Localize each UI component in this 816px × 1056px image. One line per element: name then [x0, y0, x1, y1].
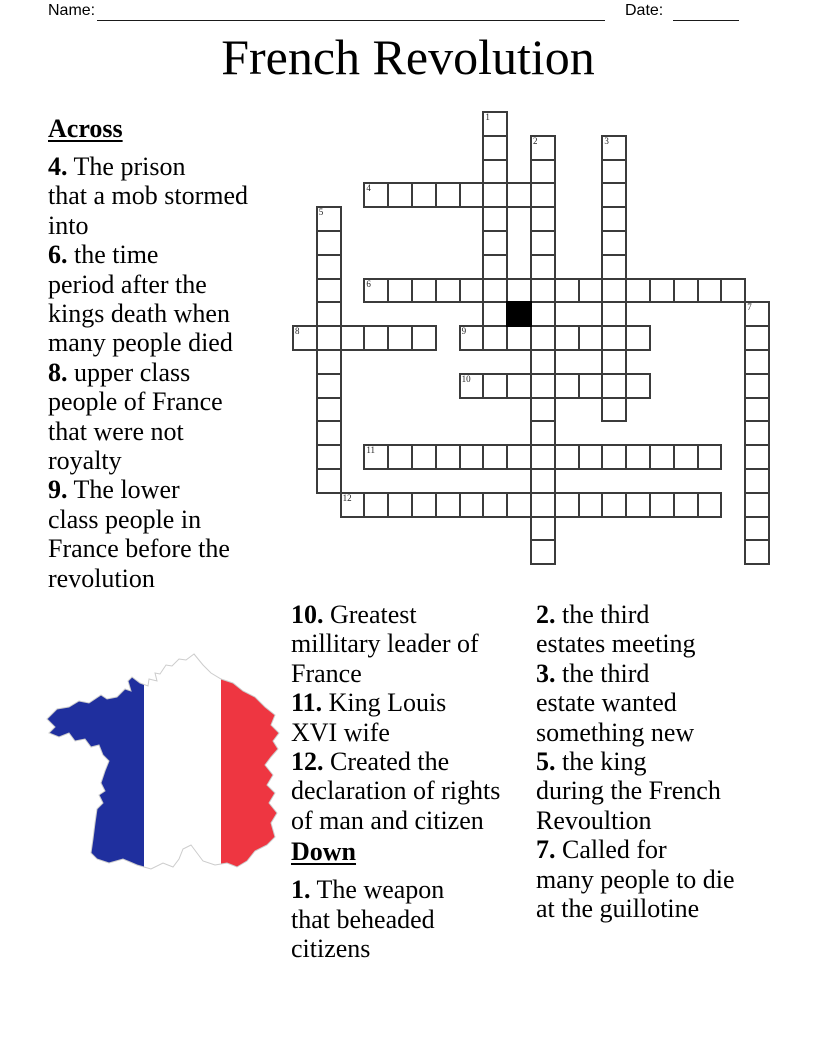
clue-line: Revoultion	[536, 805, 652, 835]
crossword-cell-number: 11	[366, 445, 376, 456]
clue-line: France before the	[48, 534, 230, 564]
crossword-cell[interactable]	[530, 516, 556, 542]
crossword-cell[interactable]	[601, 206, 627, 232]
crossword-cell[interactable]	[578, 373, 604, 399]
across-clues-column	[48, 114, 288, 593]
crossword-cell[interactable]	[530, 254, 556, 280]
crossword-cell[interactable]	[459, 492, 485, 518]
crossword-cell[interactable]	[578, 444, 604, 470]
crossword-cell[interactable]	[601, 278, 627, 304]
clue-a6: 6. the time	[48, 240, 159, 270]
middle-clues-column	[291, 600, 531, 963]
crossword-cell[interactable]	[316, 373, 342, 399]
crossword-cell[interactable]	[459, 325, 485, 351]
crossword-cell[interactable]	[292, 325, 318, 351]
clue-line: citizens	[291, 934, 371, 964]
crossword-cell[interactable]	[506, 325, 532, 351]
crossword-cell[interactable]	[625, 492, 651, 518]
crossword-cell[interactable]	[697, 492, 723, 518]
france-flag-map	[45, 653, 280, 893]
clue-line: people of France	[48, 387, 223, 417]
crossword-cell[interactable]	[530, 278, 556, 304]
crossword-cell[interactable]	[744, 516, 770, 542]
crossword-cell[interactable]	[601, 135, 627, 161]
across-heading: Across	[48, 114, 123, 143]
crossword-cell[interactable]	[554, 325, 580, 351]
crossword-cell-number: 6	[366, 278, 371, 289]
crossword-cell[interactable]	[363, 492, 389, 518]
crossword-cell[interactable]	[625, 373, 651, 399]
crossword-cell[interactable]	[530, 206, 556, 232]
crossword-cell[interactable]	[482, 206, 508, 232]
crossword-cell[interactable]	[506, 373, 532, 399]
clue-d7: 7. Called for	[536, 835, 667, 865]
crossword-cell[interactable]	[530, 301, 556, 327]
clue-d5: 5. the king	[536, 747, 647, 777]
page-title: French Revolution	[221, 29, 595, 85]
clue-d2: 2. the third	[536, 600, 650, 629]
clue-number: 2.	[536, 600, 556, 629]
crossword-cell[interactable]	[363, 444, 389, 470]
clue-line: at the guillotine	[536, 894, 700, 924]
crossword-cell[interactable]	[530, 325, 556, 351]
crossword-cell[interactable]	[673, 492, 699, 518]
clue-line: declaration of rights	[291, 776, 501, 806]
crossword-cell[interactable]	[530, 135, 556, 161]
crossword-cell[interactable]	[411, 325, 437, 351]
crossword-cell[interactable]	[435, 492, 461, 518]
crossword-cell[interactable]	[744, 539, 770, 565]
crossword-cell[interactable]	[482, 373, 508, 399]
crossword-cell[interactable]	[411, 492, 437, 518]
crossword-cell[interactable]	[482, 492, 508, 518]
crossword-cell[interactable]	[744, 301, 770, 327]
clue-number: 1.	[291, 875, 311, 905]
crossword-cell[interactable]	[649, 444, 675, 470]
flag-stripe-white	[144, 653, 221, 893]
crossword-cell[interactable]	[506, 182, 532, 208]
right-clues-column	[536, 600, 756, 923]
crossword-cell[interactable]	[482, 301, 508, 327]
crossword-cell[interactable]	[601, 444, 627, 470]
crossword-cell[interactable]	[530, 492, 556, 518]
crossword-cell[interactable]	[482, 135, 508, 161]
crossword-cell[interactable]	[530, 182, 556, 208]
crossword-black-cell	[506, 301, 532, 327]
crossword-cell[interactable]	[744, 373, 770, 399]
crossword-cell[interactable]	[411, 182, 437, 208]
crossword-cell[interactable]	[482, 230, 508, 256]
clue-line: something new	[536, 717, 695, 747]
clue-number: 3.	[536, 658, 556, 688]
clue-number: 5.	[536, 747, 556, 777]
crossword-cell[interactable]	[601, 254, 627, 280]
crossword-cell-number: 5	[318, 207, 324, 218]
crossword-cell-number: 10	[461, 373, 471, 384]
crossword-cell-number: 7	[747, 302, 752, 313]
crossword-cell[interactable]	[435, 444, 461, 470]
clue-d1: 1. The weapon	[291, 875, 445, 905]
crossword-cell[interactable]	[673, 278, 699, 304]
crossword-cell[interactable]	[387, 278, 413, 304]
clue-line: that were not	[48, 416, 184, 446]
crossword-cell[interactable]	[625, 325, 651, 351]
crossword-cell[interactable]	[387, 182, 413, 208]
crossword-cell[interactable]	[720, 278, 746, 304]
crossword-cell[interactable]	[340, 325, 366, 351]
crossword-cell[interactable]	[530, 468, 556, 494]
clue-number: 11.	[291, 688, 323, 718]
crossword-cell[interactable]	[530, 420, 556, 446]
crossword-cell[interactable]	[601, 373, 627, 399]
crossword-cell[interactable]	[530, 159, 556, 185]
crossword-cell[interactable]	[387, 492, 413, 518]
crossword-cell[interactable]	[697, 444, 723, 470]
crossword-cell[interactable]	[363, 278, 389, 304]
crossword-cell[interactable]	[601, 397, 627, 423]
crossword-cell[interactable]	[530, 539, 556, 565]
crossword-cell[interactable]	[625, 444, 651, 470]
crossword-cell[interactable]	[601, 230, 627, 256]
clue-number: 9.	[48, 475, 68, 505]
crossword-cell[interactable]	[387, 444, 413, 470]
crossword-cell[interactable]	[506, 278, 532, 304]
clue-line: estate wanted	[536, 688, 677, 718]
crossword-cell[interactable]	[435, 278, 461, 304]
crossword-cell[interactable]	[601, 159, 627, 185]
crossword-cell[interactable]	[340, 492, 366, 518]
crossword-cell[interactable]	[482, 278, 508, 304]
clue-line: period after the	[48, 269, 207, 299]
clue-line: many people to die	[536, 864, 735, 894]
crossword-cell[interactable]	[316, 301, 342, 327]
crossword-cell[interactable]	[482, 159, 508, 185]
clue-number: 10.	[291, 600, 324, 629]
clue-number: 8.	[48, 357, 68, 387]
clue-a10: 10. Greatest	[291, 600, 417, 629]
crossword-cell[interactable]	[482, 182, 508, 208]
crossword-cell[interactable]	[625, 278, 651, 304]
crossword-cell[interactable]	[316, 444, 342, 470]
crossword-cell[interactable]	[363, 325, 389, 351]
clue-line: royalty	[48, 446, 122, 476]
clue-number: 6.	[48, 240, 68, 270]
crossword-cell-number: 2	[533, 135, 538, 146]
crossword-cell[interactable]	[530, 349, 556, 375]
crossword-cell[interactable]	[601, 301, 627, 327]
crossword-cell[interactable]	[578, 325, 604, 351]
clue-line: XVI wife	[291, 717, 390, 747]
date-label: Date:	[625, 2, 664, 19]
crossword-cell[interactable]	[744, 420, 770, 446]
crossword-cell[interactable]	[530, 230, 556, 256]
crossword-cell[interactable]	[744, 397, 770, 423]
crossword-cell[interactable]	[316, 397, 342, 423]
crossword-cell[interactable]	[649, 492, 675, 518]
crossword-cell[interactable]	[530, 373, 556, 399]
crossword-cell[interactable]	[316, 206, 342, 232]
crossword-cell[interactable]	[601, 182, 627, 208]
clue-line: millitary leader of	[291, 629, 479, 659]
crossword-cell[interactable]	[482, 325, 508, 351]
clue-line: revolution	[48, 563, 155, 593]
crossword-cell[interactable]	[316, 468, 342, 494]
name-line[interactable]	[97, 20, 605, 21]
crossword-cell[interactable]	[744, 325, 770, 351]
crossword-cell[interactable]	[363, 182, 389, 208]
crossword-cell[interactable]	[459, 444, 485, 470]
crossword-cell[interactable]	[744, 349, 770, 375]
crossword-cell[interactable]	[530, 397, 556, 423]
clue-line: of man and citizen	[291, 805, 484, 835]
crossword-cell[interactable]	[387, 325, 413, 351]
crossword-cell[interactable]	[316, 420, 342, 446]
crossword-cell[interactable]	[482, 444, 508, 470]
clue-line: kings death when	[48, 299, 230, 329]
clue-number: 4.	[48, 152, 68, 181]
crossword-cell[interactable]	[459, 373, 485, 399]
crossword-cell[interactable]	[744, 492, 770, 518]
crossword-cell[interactable]	[459, 182, 485, 208]
clue-a8: 8. upper class	[48, 357, 191, 387]
crossword-cell[interactable]	[601, 349, 627, 375]
crossword-cell[interactable]	[697, 278, 723, 304]
crossword-cell[interactable]	[601, 325, 627, 351]
clue-line: that beheaded	[291, 904, 435, 934]
crossword-cell-number: 1	[485, 112, 490, 122]
crossword-cell[interactable]	[435, 182, 461, 208]
crossword-cell[interactable]	[578, 278, 604, 304]
crossword-cell[interactable]	[411, 444, 437, 470]
crossword-cell-number: 9	[461, 326, 467, 337]
crossword-cell[interactable]	[673, 444, 699, 470]
clue-number: 12.	[291, 747, 324, 777]
crossword-cell[interactable]	[316, 230, 342, 256]
crossword-cell[interactable]	[744, 468, 770, 494]
clue-a4: 4. The prison	[48, 152, 186, 181]
crossword-cell[interactable]	[554, 444, 580, 470]
crossword-cell[interactable]	[459, 278, 485, 304]
clue-line: that a mob stormed	[48, 181, 249, 211]
clue-number: 7.	[536, 835, 556, 865]
clue-d3: 3. the third	[536, 658, 650, 688]
clue-line: class people in	[48, 504, 202, 534]
crossword-cell[interactable]	[482, 111, 508, 137]
crossword-cell[interactable]	[316, 254, 342, 280]
crossword-cell-number: 12	[342, 492, 352, 503]
clue-line: France	[291, 658, 362, 688]
clue-a12: 12. Created the	[291, 747, 450, 777]
crossword-cell[interactable]	[316, 325, 342, 351]
crossword-cell[interactable]	[554, 278, 580, 304]
date-line[interactable]	[673, 20, 739, 21]
crossword-cell[interactable]	[411, 278, 437, 304]
crossword-cell[interactable]	[506, 492, 532, 518]
crossword-cell[interactable]	[482, 254, 508, 280]
crossword-cell[interactable]	[744, 444, 770, 470]
clue-line: during the French	[536, 776, 721, 806]
clue-line: many people died	[48, 328, 233, 358]
crossword-cell[interactable]	[649, 278, 675, 304]
crossword-cell[interactable]	[554, 492, 580, 518]
down-heading: Down	[291, 837, 357, 867]
clue-line: estates meeting	[536, 629, 696, 659]
clue-a9: 9. The lower	[48, 475, 180, 505]
clue-a11: 11. King Louis	[291, 688, 447, 718]
crossword-cell[interactable]	[530, 444, 556, 470]
crossword-cell[interactable]	[316, 349, 342, 375]
crossword-cell[interactable]	[506, 444, 532, 470]
crossword-cell[interactable]	[316, 278, 342, 304]
clue-line: into	[48, 210, 89, 240]
crossword-cell-number: 3	[604, 135, 609, 146]
crossword-cell-number: 4	[366, 183, 371, 194]
name-label: Name:	[48, 2, 96, 19]
crossword-cell[interactable]	[554, 373, 580, 399]
crossword-cell-number: 8	[295, 326, 300, 337]
crossword-cell[interactable]	[578, 492, 604, 518]
crossword-cell[interactable]	[601, 492, 627, 518]
